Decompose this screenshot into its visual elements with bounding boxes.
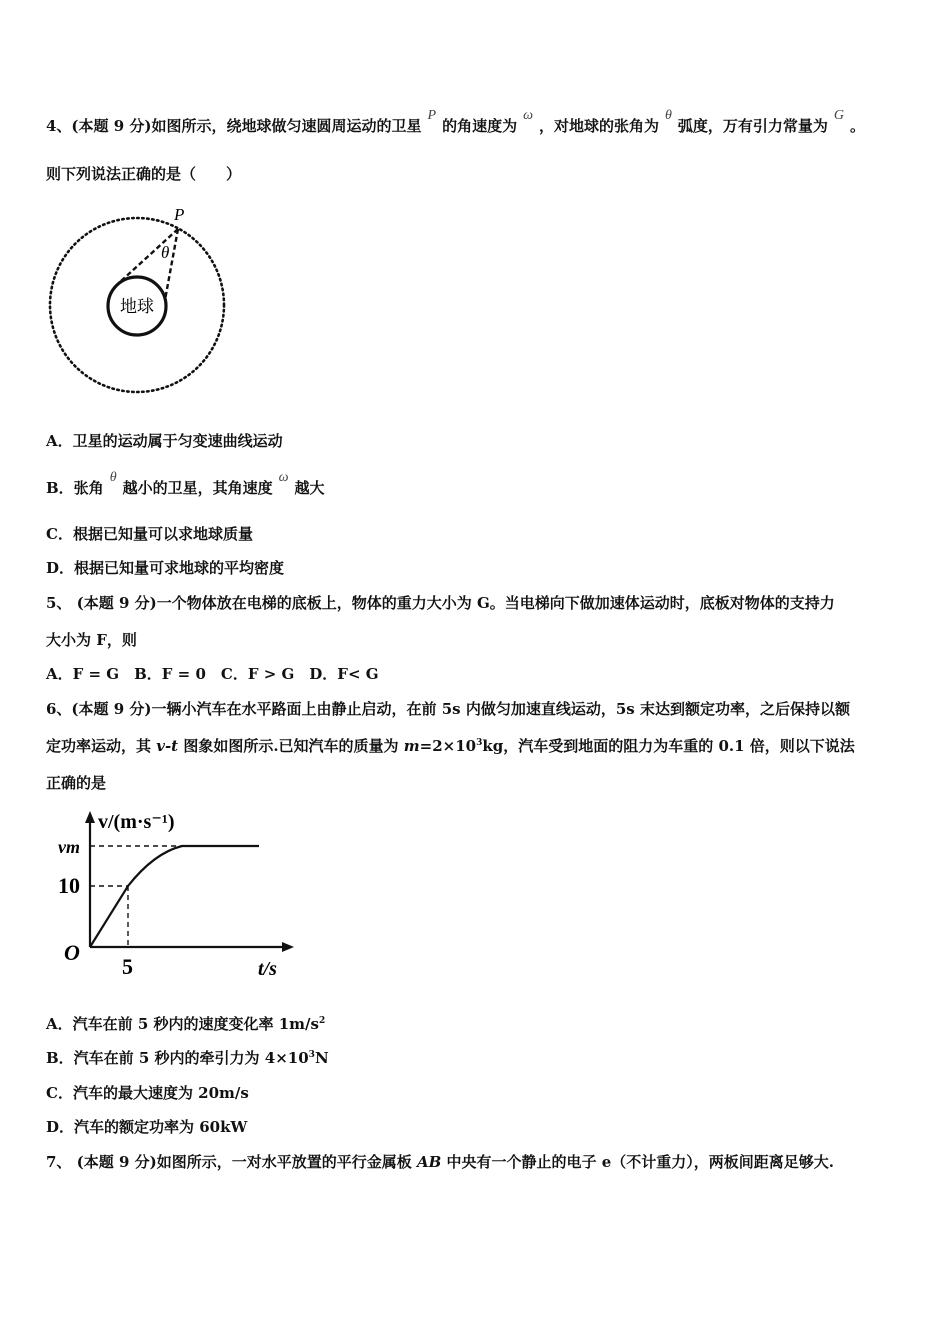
y-tick-10: 10 bbox=[58, 873, 80, 898]
q7-line-1 bbox=[46, 1152, 834, 1172]
x-tick-5: 5 bbox=[122, 954, 133, 979]
y-axis-arrow bbox=[85, 811, 95, 823]
q6-option-a-exponent: 2 bbox=[318, 1016, 326, 1026]
q4-option-b-text-1: B．张角 bbox=[46, 479, 104, 497]
q4-option-b-text-3: 越大 bbox=[294, 479, 325, 497]
symbol-omega: ω bbox=[523, 108, 533, 123]
q7-text-a: 7、 (本题 9 分)如图所示，一对水平放置的平行金属板 bbox=[46, 1153, 417, 1171]
q4-option-c: C．根据已知量可以求地球质量 bbox=[46, 525, 253, 543]
fig-label-theta: θ bbox=[161, 243, 170, 262]
q6-option-b-unit: N bbox=[314, 1049, 329, 1067]
tangent-line-right bbox=[165, 229, 178, 300]
satellite-orbit-figure bbox=[44, 200, 234, 400]
q4-option-d: D．根据已知量可求地球的平均密度 bbox=[46, 559, 285, 577]
q4-text-4: 弧度，万有引力常量为 bbox=[677, 117, 828, 135]
q6-mass-symbol: m bbox=[403, 737, 420, 755]
q6-option-c: C．汽车的最大速度为 20m/s bbox=[46, 1084, 249, 1102]
q5-options: A．F = G B．F = 0 C．F > G D．F< G bbox=[46, 665, 379, 683]
q4-option-a: A．卫星的运动属于匀变速曲线运动 bbox=[46, 432, 283, 450]
q6-line-2-text-e: =2×10 bbox=[419, 737, 477, 755]
q7-plate-label: AB bbox=[416, 1153, 442, 1171]
q6-line-1: 6、(本题 9 分)一辆小汽车在水平路面上由静止启动，在前 5s 内做匀加速直线运动，5s 末达到额定功率，之后保持以额 bbox=[46, 700, 850, 718]
x-axis-label: t/s bbox=[258, 958, 277, 980]
q5-line-1: 5、 (本题 9 分)一个物体放在电梯的底板上，物体的重力大小为 G。当电梯向下做加速体运动时，底板对物体的支持力 bbox=[46, 594, 835, 612]
q6-line-2-text-a: 定功率运动，其 bbox=[46, 737, 157, 755]
q4-text-5: 。 bbox=[850, 117, 866, 135]
symbol-theta: θ bbox=[665, 108, 672, 123]
y-tick-vm: vm bbox=[58, 837, 80, 857]
q6-option-b-exponent: 3 bbox=[308, 1050, 315, 1060]
vt-graph bbox=[52, 805, 302, 985]
q7-text-c: 中央有一个静止的电子 e（不计重力），两板间距离足够大. bbox=[441, 1153, 835, 1171]
q6-vt: v-t bbox=[156, 737, 179, 755]
series-line-vt bbox=[90, 846, 259, 947]
q6-line-3: 正确的是 bbox=[46, 774, 107, 792]
q5-line-2: 大小为 F，则 bbox=[46, 631, 137, 649]
q6-line-2-text-c: 图象如图所示.已知汽车的质量为 bbox=[178, 737, 404, 755]
q4-line-2: 则下列说法正确的是（ ） bbox=[46, 165, 242, 183]
q6-option-b-text: B．汽车在前 5 秒内的牵引力为 4×10 bbox=[46, 1049, 309, 1067]
symbol-g: G bbox=[833, 108, 845, 123]
fig-label-p: P bbox=[174, 205, 185, 224]
q6-line-2-text-g: kg，汽车受到地面的阻力为车重的 0.1 倍，则以下说法 bbox=[482, 737, 855, 755]
q4-text-3: ，对地球的张角为 bbox=[538, 117, 659, 135]
q6-option-a-text: A．汽车在前 5 秒内的速度变化率 1m/s bbox=[46, 1015, 319, 1033]
q4-option-b bbox=[46, 470, 325, 500]
symbol-omega-b: ω bbox=[278, 470, 289, 485]
q4-line-1 bbox=[46, 108, 866, 138]
q4-option-b-text-2: 越小的卫星，其角速度 bbox=[122, 479, 273, 497]
q4-text-1: 4、(本题 9 分)如图所示，绕地球做匀速圆周运动的卫星 bbox=[46, 117, 422, 135]
q6-option-a bbox=[46, 1014, 325, 1037]
q6-option-b bbox=[46, 1048, 329, 1071]
q6-exponent: 3 bbox=[476, 738, 483, 748]
q4-text-2: 的角速度为 bbox=[442, 117, 518, 135]
x-axis-arrow bbox=[282, 942, 294, 952]
y-axis-label: v/(m·s⁻¹) bbox=[98, 811, 175, 833]
symbol-theta-b: θ bbox=[109, 470, 117, 485]
origin-label: O bbox=[64, 940, 80, 965]
q6-option-d: D．汽车的额定功率为 60kW bbox=[46, 1118, 248, 1136]
symbol-p: P bbox=[427, 108, 437, 123]
fig-label-earth: 地球 bbox=[120, 297, 154, 317]
q6-line-2 bbox=[46, 736, 855, 759]
